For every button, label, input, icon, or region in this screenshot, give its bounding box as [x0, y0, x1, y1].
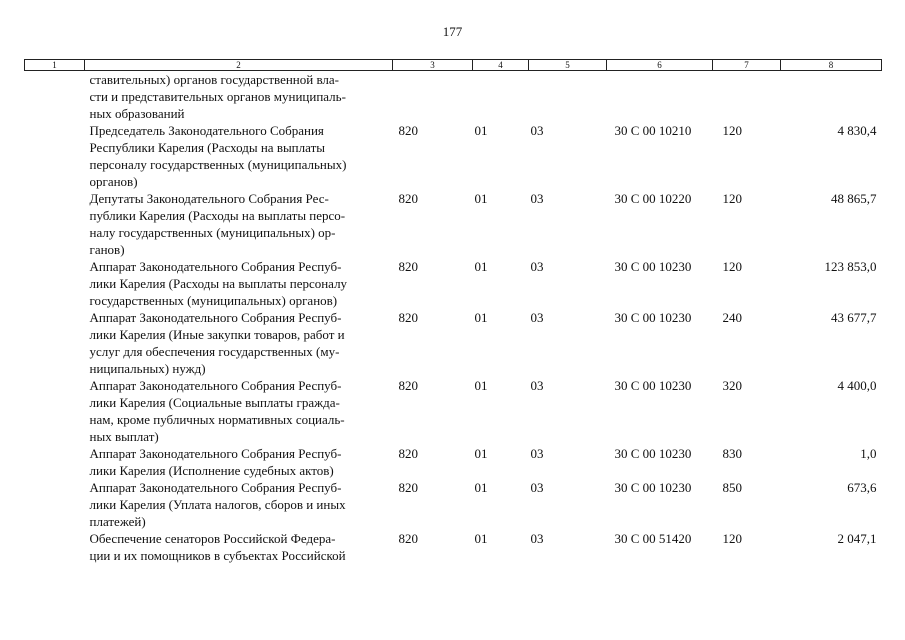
admin-code-cell: 820 [398, 310, 418, 325]
row-name-cell [85, 309, 393, 377]
section-code-cell: 01 [474, 480, 488, 495]
admin-code-cell: 820 [398, 446, 418, 461]
row-name-cell [85, 190, 393, 258]
target-article-cell: 30 С 00 10230 [614, 259, 692, 274]
row-name-line: лики Карелия (Иные закупки товаров, работ и [89, 327, 345, 342]
target-article-cell: 30 С 00 10230 [614, 378, 692, 393]
row-name-line: Аппарат Законодательного Собрания Респуб- [89, 259, 342, 274]
section-code-cell: 01 [474, 531, 488, 546]
table-row [25, 71, 882, 123]
section-code-cell: 01 [474, 310, 488, 325]
amount-cell: 123 853,0 [824, 259, 877, 274]
expense-type-cell: 850 [722, 480, 742, 495]
subsection-code-cell: 03 [530, 531, 544, 546]
admin-code-cell: 820 [398, 531, 418, 546]
section-code-cell [473, 71, 529, 123]
admin-code-cell [393, 71, 473, 123]
table-row [25, 258, 882, 309]
row-name-cell [85, 377, 393, 445]
row-number-cell [25, 309, 85, 377]
admin-code-cell: 820 [398, 123, 418, 138]
row-number-cell [25, 190, 85, 258]
subsection-code-cell: 03 [530, 259, 544, 274]
row-name-cell [85, 122, 393, 190]
table-header [25, 60, 882, 71]
column-number: 4 [473, 60, 529, 71]
target-article-cell: 30 С 00 51420 [614, 531, 692, 546]
column-number: 5 [529, 60, 607, 71]
expense-type-cell: 830 [722, 446, 742, 461]
row-name-line: Аппарат Законодательного Собрания Респуб- [89, 378, 342, 393]
expense-type-cell [713, 71, 781, 123]
admin-code-cell: 820 [398, 378, 418, 393]
expense-type-cell: 120 [722, 531, 742, 546]
target-article-cell: 30 С 00 10220 [614, 191, 692, 206]
row-name-line: Депутаты Законодательного Собрания Рес- [89, 191, 329, 206]
page-number: 177 [442, 24, 463, 39]
expense-type-cell: 120 [722, 191, 742, 206]
table-row [25, 530, 882, 564]
budget-table [24, 59, 882, 564]
table-row [25, 309, 882, 377]
amount-cell [781, 71, 882, 123]
column-number: 8 [781, 60, 882, 71]
amount-cell: 2 047,1 [837, 531, 877, 546]
row-number-cell [25, 530, 85, 564]
row-name-line: налу государственных (муниципальных) ор- [89, 225, 336, 240]
row-name-line: сти и представительных органов муниципаль- [89, 89, 346, 104]
row-name-line: нам, кроме публичных нормативных социаль- [89, 412, 345, 427]
section-code-cell: 01 [474, 259, 488, 274]
target-article-cell: 30 С 00 10230 [614, 446, 692, 461]
row-name-line: государственных (муниципальных) органов) [89, 293, 338, 308]
row-number-cell [25, 122, 85, 190]
table-row [25, 377, 882, 445]
subsection-code-cell: 03 [530, 446, 544, 461]
target-article-cell: 30 С 00 10230 [614, 480, 692, 495]
row-name-cell [85, 445, 393, 479]
row-name-line: Республики Карелия (Расходы на выплаты [89, 140, 325, 155]
admin-code-cell: 820 [398, 480, 418, 495]
amount-cell: 4 830,4 [837, 123, 877, 138]
column-number: 2 [85, 60, 393, 71]
row-name-line: Обеспечение сенаторов Российской Федера- [89, 531, 336, 546]
row-name-line: Аппарат Законодательного Собрания Респуб- [89, 310, 342, 325]
subsection-code-cell: 03 [530, 191, 544, 206]
expense-type-cell: 120 [722, 259, 742, 274]
row-name-line: ных образований [89, 106, 185, 121]
target-article-cell: 30 С 00 10230 [614, 310, 692, 325]
section-code-cell: 01 [474, 191, 488, 206]
row-name-line: ганов) [89, 242, 125, 257]
row-name-line: лики Карелия (Социальные выплаты гражда- [89, 395, 340, 410]
amount-cell: 48 865,7 [831, 191, 877, 206]
subsection-code-cell: 03 [530, 310, 544, 325]
amount-cell: 43 677,7 [831, 310, 877, 325]
expense-type-cell: 120 [722, 123, 742, 138]
subsection-code-cell: 03 [530, 480, 544, 495]
section-code-cell: 01 [474, 446, 488, 461]
row-name-line: платежей) [89, 514, 146, 529]
row-name-cell [85, 530, 393, 564]
column-number: 1 [25, 60, 85, 71]
row-name-line: ниципальных) нужд) [89, 361, 206, 376]
expense-type-cell: 320 [722, 378, 742, 393]
table-row [25, 190, 882, 258]
table-row [25, 122, 882, 190]
row-name-cell [85, 71, 393, 123]
table-body [25, 71, 882, 565]
row-name-line: Аппарат Законодательного Собрания Респуб- [89, 446, 342, 461]
row-name-cell [85, 258, 393, 309]
subsection-code-cell: 03 [530, 378, 544, 393]
row-name-cell [85, 479, 393, 530]
amount-cell: 673,6 [847, 480, 877, 495]
section-code-cell: 01 [474, 378, 488, 393]
row-number-cell [25, 258, 85, 309]
row-name-line: публики Карелия (Расходы на выплаты персо- [89, 208, 346, 223]
subsection-code-cell: 03 [530, 123, 544, 138]
row-name-line: персоналу государственных (муниципальных) [89, 157, 347, 172]
amount-cell: 1,0 [860, 446, 877, 461]
row-name-line: ставительных) органов государственной вла- [89, 72, 340, 87]
column-number: 6 [607, 60, 713, 71]
row-name-line: лики Карелия (Расходы на выплаты персоналу [89, 276, 348, 291]
row-name-line: ции и их помощников в субъектах Российской [89, 548, 346, 563]
subsection-code-cell [529, 71, 607, 123]
row-name-line: ных выплат) [89, 429, 159, 444]
row-number-cell [25, 445, 85, 479]
section-code-cell: 01 [474, 123, 488, 138]
column-number: 3 [393, 60, 473, 71]
row-number-cell [25, 377, 85, 445]
target-article-cell: 30 С 00 10210 [614, 123, 692, 138]
row-name-line: Председатель Законодательного Собрания [89, 123, 324, 138]
row-name-line: услуг для обеспечения государственных (му- [89, 344, 340, 359]
table-row [25, 479, 882, 530]
column-number: 7 [713, 60, 781, 71]
column-number-row [25, 60, 882, 71]
row-name-line: лики Карелия (Уплата налогов, сборов и иных [89, 497, 346, 512]
row-name-line: Аппарат Законодательного Собрания Респуб- [89, 480, 342, 495]
table-row [25, 445, 882, 479]
admin-code-cell: 820 [398, 191, 418, 206]
expense-type-cell: 240 [722, 310, 742, 325]
admin-code-cell: 820 [398, 259, 418, 274]
amount-cell: 4 400,0 [837, 378, 877, 393]
row-number-cell [25, 71, 85, 123]
row-number-cell [25, 479, 85, 530]
row-name-line: органов) [89, 174, 138, 189]
row-name-line: лики Карелия (Исполнение судебных актов) [89, 463, 334, 478]
target-article-cell [607, 71, 713, 123]
